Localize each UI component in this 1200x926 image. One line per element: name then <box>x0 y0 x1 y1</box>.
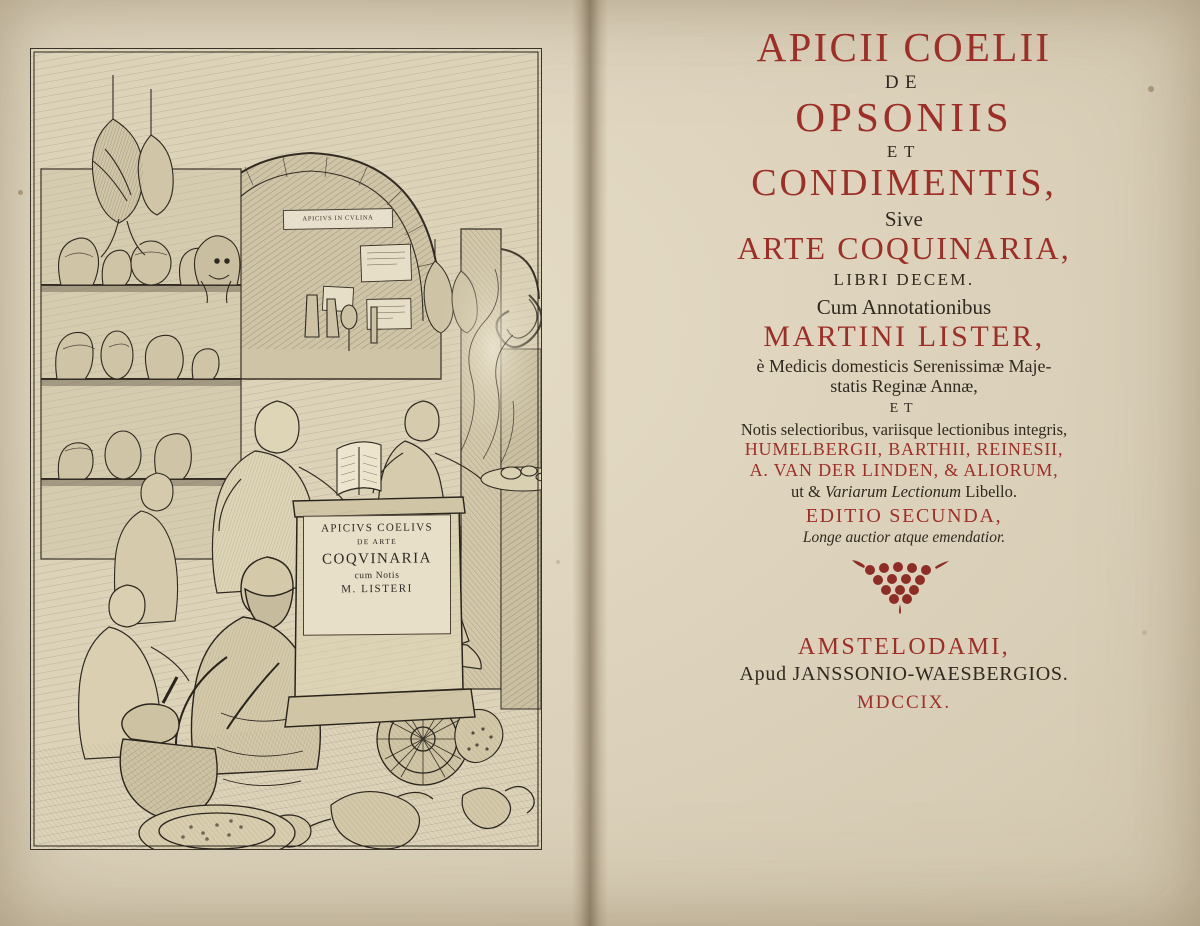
pedestal-caption-line-2: DE ARTE <box>356 536 398 547</box>
imprint-year: MDCCIX. <box>856 691 952 713</box>
title-opsoniis: OPSONIIS <box>795 93 1013 140</box>
paper-foxing-speck <box>18 190 23 195</box>
title-author: MARTINI LISTER, <box>763 319 1045 353</box>
engraving-signboard: APICIVS IN CVLINA <box>283 208 393 230</box>
ut-suffix: Libello. <box>961 482 1017 502</box>
ut-italic: Variarum Lectionum <box>824 482 962 502</box>
printers-fleuron-ornament <box>844 560 964 614</box>
title-sive: Sive <box>884 207 924 232</box>
frontispiece-plate <box>30 48 542 850</box>
title-notis-line: Notis selectioribus, variisque lectionibus integris, <box>740 419 1068 439</box>
paper-foxing-speck <box>556 560 560 564</box>
paper-foxing-speck <box>1142 630 1147 635</box>
title-longe-line: Longe auctior atque emendatior. <box>802 528 1006 546</box>
title-condimentis: CONDIMENTIS, <box>751 162 1057 205</box>
title-et-2: ET <box>889 400 919 416</box>
pedestal-caption-line-5: M. LISTERI <box>341 582 413 596</box>
pedestal-caption <box>303 514 451 636</box>
right-page <box>608 0 1200 926</box>
left-page <box>0 0 576 926</box>
paper-foxing-speck <box>978 240 982 244</box>
pedestal-caption-line-4: cum Notis <box>354 570 400 582</box>
title-statis-line: statis Reginæ Annæ, <box>830 375 978 396</box>
title-main: APICII COELII <box>756 24 1052 70</box>
title-edition: EDITIO SECUNDA, <box>805 504 1003 527</box>
book-gutter <box>572 0 608 926</box>
ut-prefix: ut & <box>791 482 825 502</box>
pedestal-caption-line-3: COQVINARIA <box>322 550 432 568</box>
title-cum-annotationibus: Cum Annotationibus <box>816 295 992 320</box>
imprint-publisher: Apud JANSSONIO-WAESBERGIOS. <box>739 662 1069 685</box>
title-page-text <box>622 26 1186 713</box>
title-arte-coquinaria: ARTE COQUINARIA, <box>737 229 1071 266</box>
title-medicis-line: è Medicis domesticis Serenissimæ Maje- <box>756 355 1052 376</box>
pedestal-caption-line-1: APICIVS COELIVS <box>321 521 433 535</box>
kitchen-scene-engraving <box>31 49 541 849</box>
title-de: DE <box>884 72 924 94</box>
imprint-city: AMSTELODAMI, <box>797 634 1011 661</box>
title-contributors-2: A. VAN DER LINDEN, & ALIORUM, <box>749 460 1059 481</box>
paper-foxing-speck <box>1148 86 1154 92</box>
title-et-1: ET <box>886 142 922 162</box>
title-ut-variarum <box>622 483 1186 500</box>
title-libri-decem: LIBRI DECEM. <box>833 270 975 290</box>
title-contributors-1: HUMELBERGII, BARTHII, REINESII, <box>744 439 1064 459</box>
